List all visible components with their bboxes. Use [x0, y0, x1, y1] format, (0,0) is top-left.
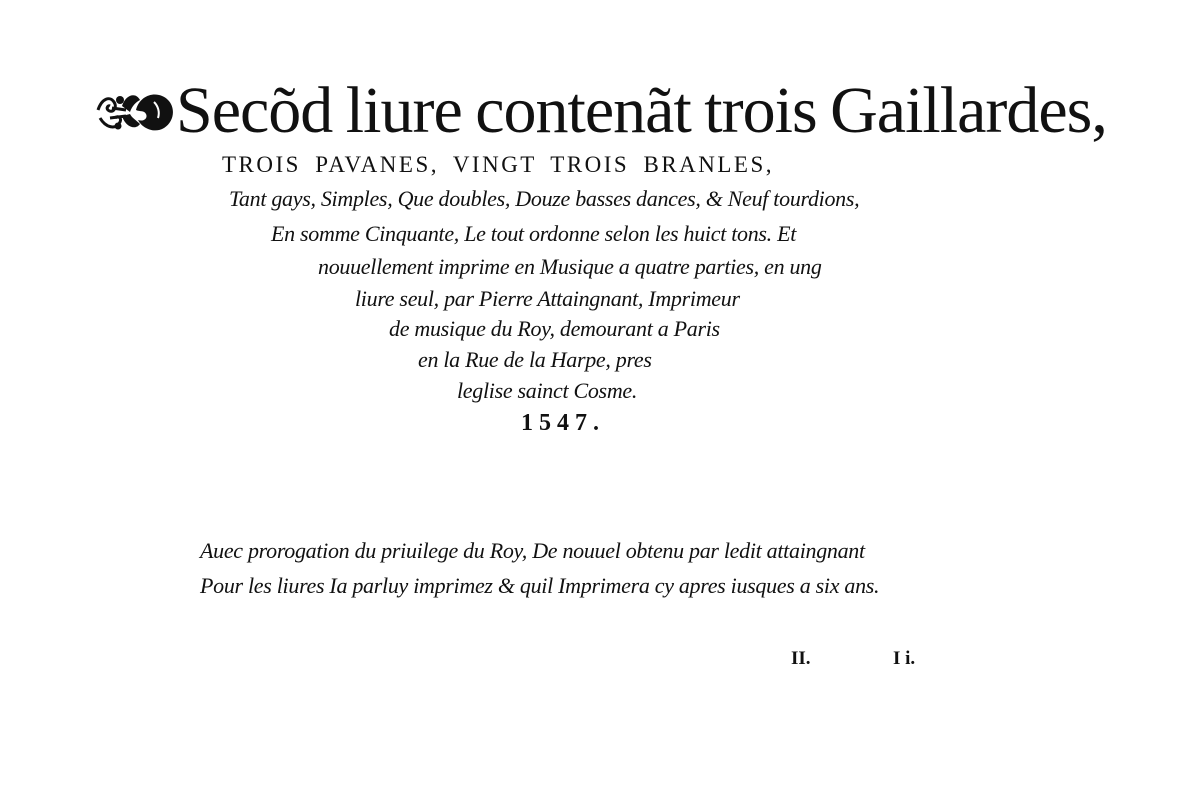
signature-mark-left: II.: [791, 648, 811, 669]
privilege-line-1: Auec prorogation du priuilege du Roy, De nouuel obtenu par ledit attaingnant: [200, 538, 865, 563]
description-line-3: nouuellement imprime en Musique a quatre parties, en ung: [318, 254, 822, 279]
fleuron-icon: [96, 88, 176, 134]
description-line-7: leglise sainct Cosme.: [457, 378, 638, 403]
main-title: Secõd liure contenãt trois Gaillardes,: [176, 74, 1107, 147]
privilege-line-2: Pour les liures Ia parluy imprimez & quil Imprimera cy apres iusques a six ans.: [200, 573, 880, 598]
signature-mark-right: I i.: [893, 648, 916, 669]
description-line-5: de musique du Roy, demourant a Paris: [389, 316, 720, 341]
title-block: [96, 66, 1107, 156]
publication-year: 1547.: [521, 410, 605, 436]
description-line-2: En somme Cinquante, Le tout ordonne selon les huict tons. Et: [271, 221, 797, 246]
description-line-1: Tant gays, Simples, Que doubles, Douze basses dances, & Neuf tourdions,: [229, 186, 860, 211]
subtitle-caps: TROIS PAVANES, VINGT TROIS BRANLES,: [222, 152, 775, 177]
description-line-4: liure seul, par Pierre Attaingnant, Imprimeur: [355, 286, 740, 311]
description-line-6: en la Rue de la Harpe, pres: [418, 347, 652, 372]
